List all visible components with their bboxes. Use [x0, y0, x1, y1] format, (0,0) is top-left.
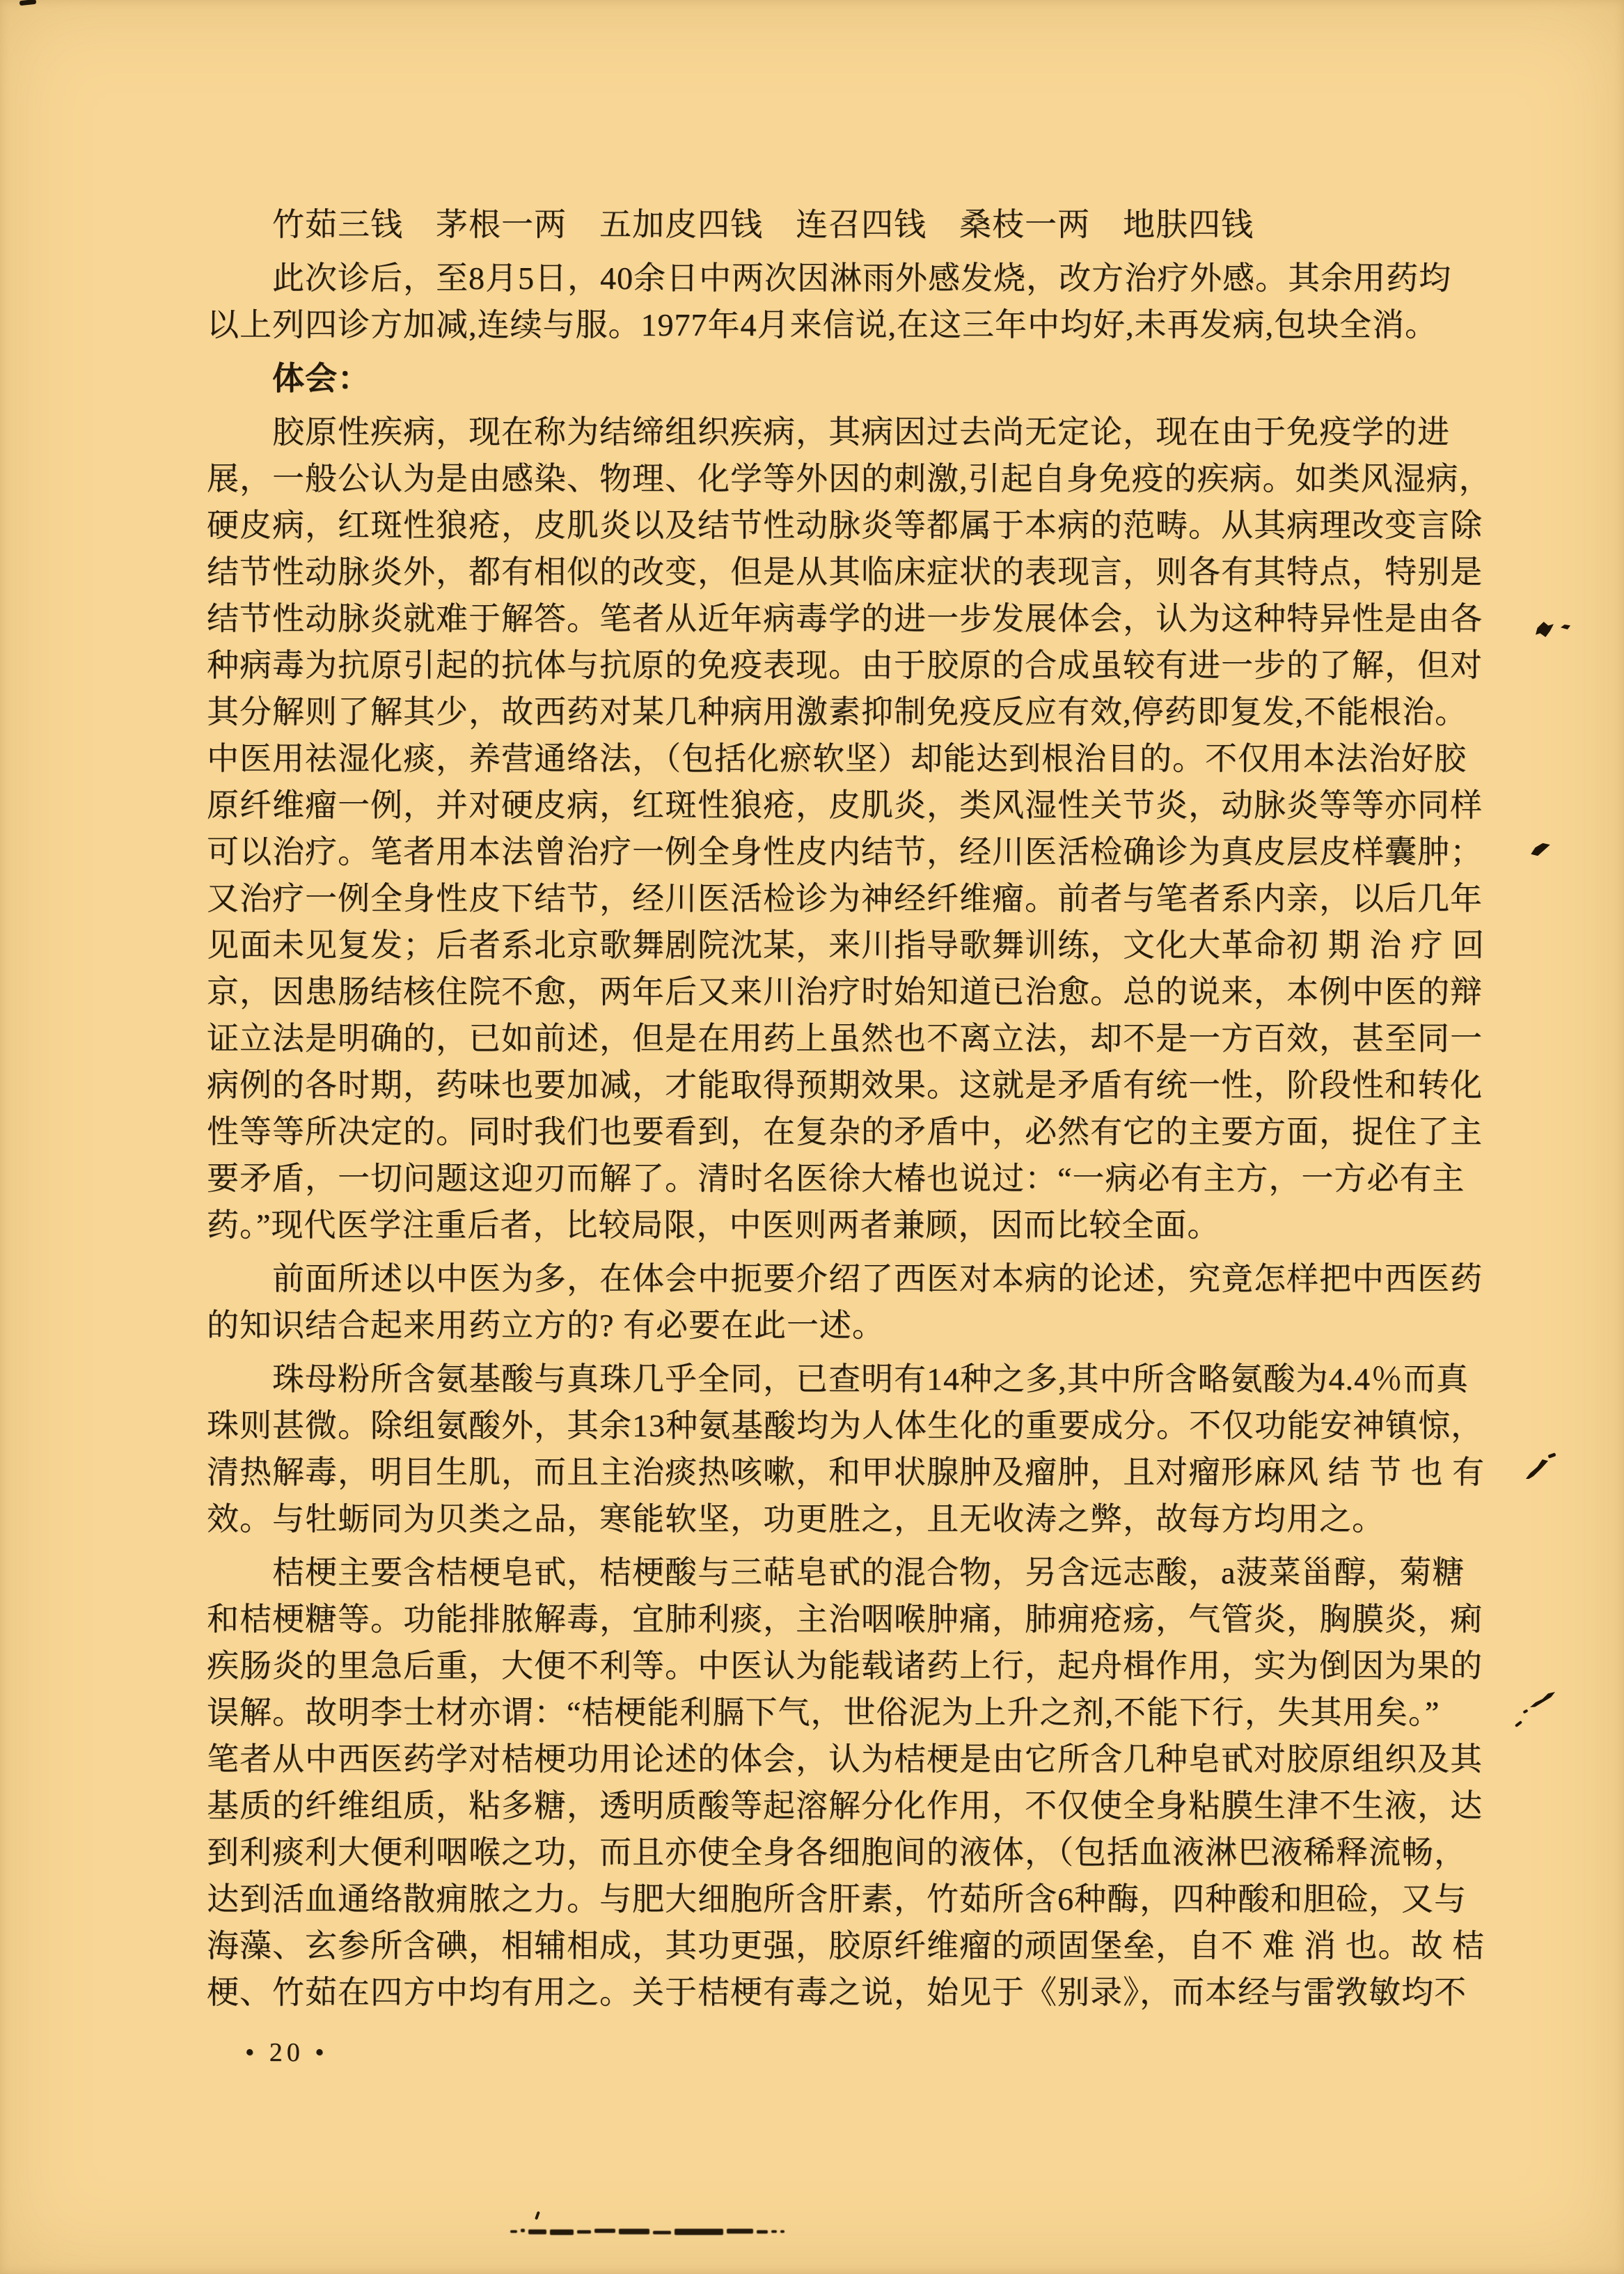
- ink-speck: [1547, 1452, 1556, 1458]
- text-line: 其分解则了解其少，故西药对某几种病用激素抑制免疫反应有效,停药即复发,不能根治。: [207, 694, 1467, 730]
- text-line: 种病毒为抗原引起的抗体与抗原的免疫表现。由于胶原的合成虽较有进一步的了解，但对: [207, 648, 1483, 683]
- text-line: 硬皮病，红斑性狼疮，皮肌炎以及结节性动脉炎等都属于本病的范畴。从其病理改变言除: [207, 508, 1483, 543]
- text-line: 前面所述以中医为多，在体会中扼要介绍了西医对本病的论述，究竟怎样把中西医药: [207, 1261, 1483, 1296]
- text-line: 误解。故明李士材亦谓：“桔梗能利膈下气，世俗泥为上升之剂,不能下行，失其用矣。”: [207, 1695, 1440, 1730]
- ink-speck: [19, 0, 37, 6]
- section-heading: 体会：: [207, 361, 370, 396]
- text-line: 胶原性疾病，现在称为结缔组织疾病，其病因过去尚无定论，现在由于免疫学的进: [207, 414, 1450, 450]
- text-line: 的知识结合起来用药立方的? 有必要在此一述。: [207, 1308, 885, 1343]
- text-line: 病例的各时期，药味也要加减，才能取得预期效果。这就是矛盾有统一性，阶段性和转化: [207, 1067, 1483, 1103]
- text-line: 疾肠炎的里急后重，大便不利等。中医认为能载诸药上行，起舟楫作用，实为倒因为果的: [207, 1648, 1483, 1684]
- text-line: 展，一般公认为是由感染、物理、化学等外因的刺激,引起自身免疫的疾病。如类风湿病，: [207, 461, 1492, 496]
- text-line: 达到活血通络散痈脓之力。与肥大细胞所含肝素，竹茹所含6种酶，四种酸和胆硷，又与: [207, 1881, 1467, 1917]
- text-line: 清热解毒，明目生肌，而且主治痰热咳嗽，和甲状腺肿及瘤肿，且对瘤形麻风 结 节 也 有: [207, 1454, 1485, 1490]
- text-line: 又治疗一例全身性皮下结节，经川医活检诊为神经纤维瘤。前者与笔者系内亲，以后几年: [207, 881, 1483, 916]
- text-line: 基质的纤维组质，粘多糖，透明质酸等起溶解分化作用，不仅使全身粘膜生津不生液，达: [207, 1788, 1483, 1824]
- text-line: 梗、竹茹在四方中均有用之。关于桔梗有毒之说，始见于《别录》，而本经与雷敩敏均不: [207, 1975, 1467, 2010]
- text-line: 中医用祛湿化痰，养营通络法，（包括化瘀软坚）却能达到根治目的。不仅用本法治好胶: [207, 741, 1467, 776]
- ink-speck: [1522, 1709, 1528, 1714]
- text-line: 见面未见复发；后者系北京歌舞剧院沈某，来川指导歌舞训练，文化大革命初 期 治 疗 回: [207, 927, 1485, 963]
- text-line: 证立法是明确的，已如前述，但是在用药上虽然也不离立法，却不是一方百效，甚至同一: [207, 1021, 1483, 1056]
- ink-speck: [1536, 622, 1554, 637]
- ink-speck: [1561, 625, 1570, 629]
- text-line: 以上列四诊方加减,连续与服。1977年4月来信说,在这三年中均好,未再发病,包块全消。: [207, 307, 1437, 343]
- text-line: 结节性动脉炎外，都有相似的改变，但是从其临床症状的表现言，则各有其特点，特别是: [207, 554, 1483, 590]
- page-number: • 20 •: [245, 2038, 329, 2067]
- text-line: 药。”现代医学注重后者，比较局限，中医则两者兼顾，因而比较全面。: [207, 1207, 1220, 1243]
- ink-speck: [1515, 1720, 1522, 1727]
- text-line: 原纤维瘤一例，并对硬皮病，红斑性狼疮，皮肌炎，类风湿性关节炎，动脉炎等等亦同样: [207, 787, 1483, 823]
- text-line: 珠则甚微。除组氨酸外，其余13种氨基酸均为人体生化的重要成分。不仅功能安神镇惊，: [207, 1408, 1483, 1443]
- ink-speck: [1526, 1459, 1548, 1479]
- text-line: 京，因患肠结核住院不愈，两年后又来川治疗时始知道已治愈。总的说来，本例中医的辩: [207, 974, 1483, 1010]
- text-line: 竹茹三钱 茅根一两 五加皮四钱 连召四钱 桑枝一两 地肤四钱: [207, 207, 1254, 242]
- ink-speck: [535, 2211, 540, 2220]
- text-line: 性等等所决定的。同时我们也要看到，在复杂的矛盾中，必然有它的主要方面，捉住了主: [207, 1114, 1483, 1150]
- text-line: 珠母粉所含氨基酸与真珠几乎全同，已查明有14种之多,其中所含略氨酸为4.4％而真: [207, 1361, 1469, 1397]
- ink-speck: [1530, 1692, 1555, 1707]
- text-line: 要矛盾，一切问题这迎刃而解了。清时名医徐大椿也说过：“一病必有主方，一方必有主: [207, 1161, 1465, 1196]
- text-line: 到利痰利大便利咽喉之功，而且亦使全身各细胞间的液体，（包括血液淋巴液稀释流畅，: [207, 1835, 1467, 1870]
- page-body-text: [207, 194, 1515, 2016]
- text-line: 结节性动脉炎就难于解答。笔者从近年病毒学的进一步发展体会，认为这种特异性是由各: [207, 601, 1483, 636]
- bleedthrough-smudge: [510, 2225, 803, 2239]
- text-line: 笔者从中西医药学对桔梗功用论述的体会，认为桔梗是由它所含几种皂甙对胶原组织及其: [207, 1741, 1483, 1777]
- text-line: 桔梗主要含桔梗皂甙，桔梗酸与三萜皂甙的混合物，另含远志酸，a菠菜甾醇，菊糖: [207, 1555, 1465, 1590]
- text-line: 和桔梗糖等。功能排脓解毒，宜肺利痰，主治咽喉肿痛，肺痈疮疡，气管炎，胸膜炎，痢: [207, 1601, 1483, 1637]
- text-line: 海藻、玄参所含碘，相辅相成，其功更强，胶原纤维瘤的顽固堡垒，自不 难 消 也。故 桔: [207, 1928, 1485, 1963]
- text-line: 可以治疗。笔者用本法曾治疗一例全身性皮内结节，经川医活检确诊为真皮层皮样囊肿；: [207, 834, 1483, 870]
- text-line: 效。与牡蛎同为贝类之品，寒能软坚，功更胜之，且无收涛之弊，故每方均用之。: [207, 1501, 1385, 1537]
- text-line: 此次诊后，至8月5日，40余日中两次因淋雨外感发烧，改方治疗外感。其余用药均: [207, 260, 1451, 296]
- ink-speck: [1529, 842, 1552, 858]
